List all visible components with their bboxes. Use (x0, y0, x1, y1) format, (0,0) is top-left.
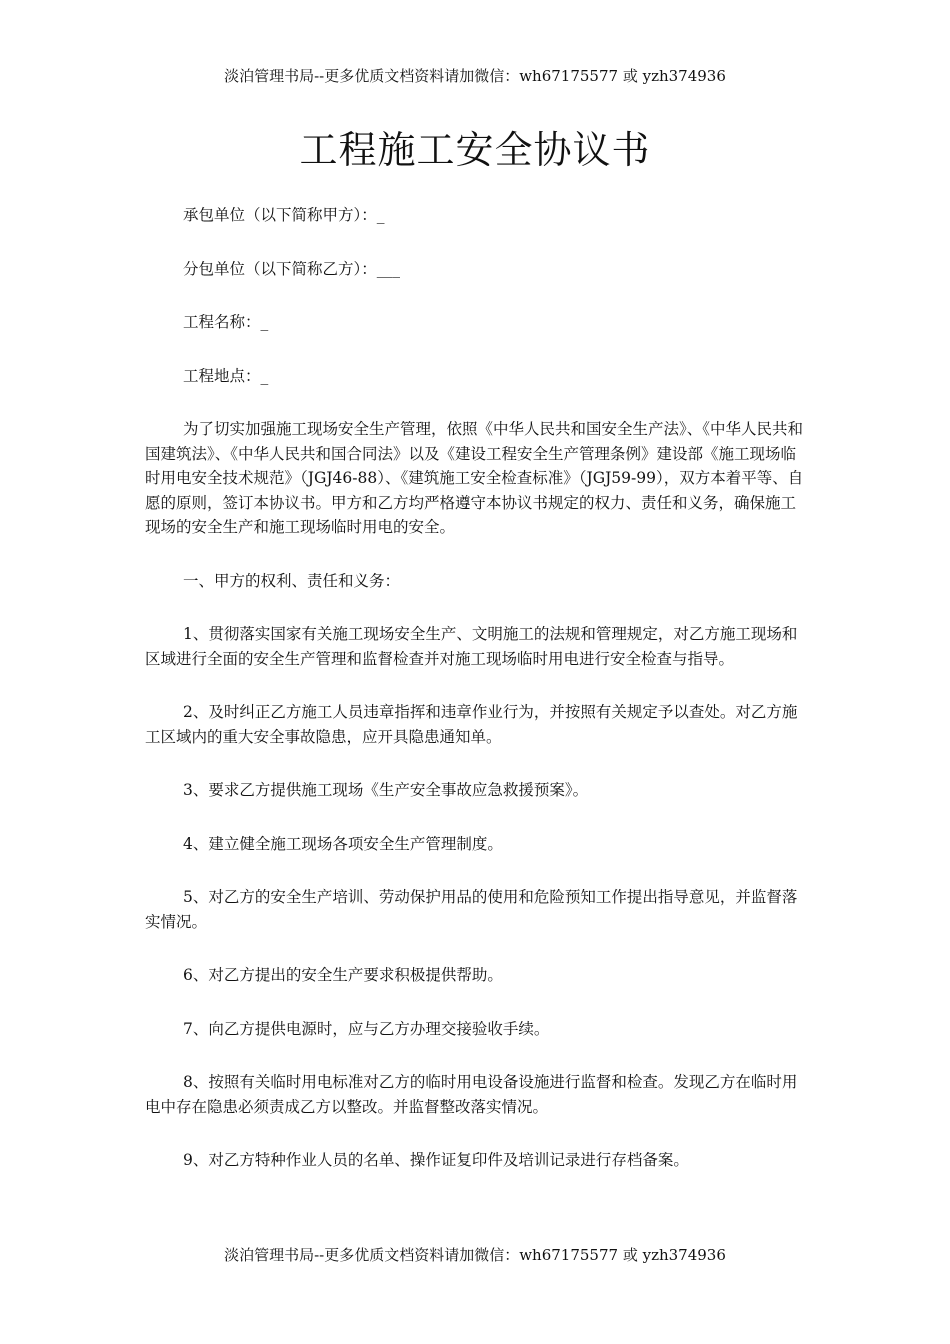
section-heading: 一、甲方的权利、责任和义务： (183, 571, 401, 590)
list-item: 7、向乙方提供电源时，应与乙方办理交接验收手续。 (183, 1019, 550, 1038)
field-label: 工程地点： (183, 366, 261, 385)
list-item: 6、对乙方提出的安全生产要求积极提供帮助。 (183, 966, 503, 984)
list-item: 4、建立健全施工现场各项安全生产管理制度。 (183, 834, 503, 853)
list-item: 2、及时纠正乙方施工人员违章指挥和违章作业行为，并按照有关规定予以查处。对乙方施工区域内的重大安全事故隐患，应开具隐患通知单。 (145, 703, 798, 746)
subcontractor-field (145, 257, 805, 282)
page-header: 淡泊管理书局--更多优质文档资料请加微信：wh67175577 或 yzh374936 (224, 67, 726, 85)
field-label: 承包单位（以下简称甲方）： (183, 206, 377, 224)
page-footer: 淡泊管理书局--更多优质文档资料请加微信：wh67175577 或 yzh374936 (224, 1246, 726, 1264)
list-item: 3、要求乙方提供施工现场《生产安全事故应急救援预案》。 (183, 781, 589, 799)
list-item: 9、对乙方特种作业人员的名单、操作证复印件及培训记录进行存档备案。 (183, 1151, 689, 1169)
field-blank: _ (376, 206, 385, 224)
intro-paragraph: 为了切实加强施工现场安全生产管理，依照《中华人民共和国安全生产法》、《中华人民共和国建筑法》、《中华人民共和国合同法》以及《建设工程安全生产管理条例》建设部《施工现场临时用电安全技术规范》（JGJ46-88）、《建筑施工安全检查标准》（JGJ59-99），双方本着平等、自愿的原则，签订本协议书。甲方和乙方均严格遵守本协议书规定的权力、责任和义务，确保施工现场的安全生产和施工现场临时用电的安全。 (145, 420, 804, 536)
document-title: 工程施工安全协议书 (299, 128, 651, 172)
contractor-field (145, 203, 805, 228)
field-label: 分包单位（以下简称乙方）： (183, 259, 377, 278)
field-label: 工程名称： (183, 313, 261, 331)
project-name-field (145, 310, 805, 335)
document-body (145, 203, 805, 1202)
field-blank: ___ (376, 259, 401, 278)
field-blank: _ (260, 366, 269, 385)
project-location-field (145, 364, 805, 389)
field-blank: _ (260, 313, 269, 331)
list-item: 8、按照有关临时用电标准对乙方的临时用电设备设施进行监督和检查。发现乙方在临时用电中存在隐患必须责成乙方以整改。并监督整改落实情况。 (145, 1073, 798, 1116)
list-item: 1、贯彻落实国家有关施工现场安全生产、文明施工的法规和管理规定，对乙方施工现场和区域进行全面的安全生产管理和监督检查并对施工现场临时用电进行安全检查与指导。 (145, 625, 798, 668)
list-item: 5、对乙方的安全生产培训、劳动保护用品的使用和危险预知工作提出指导意见，并监督落实情况。 (145, 888, 798, 931)
